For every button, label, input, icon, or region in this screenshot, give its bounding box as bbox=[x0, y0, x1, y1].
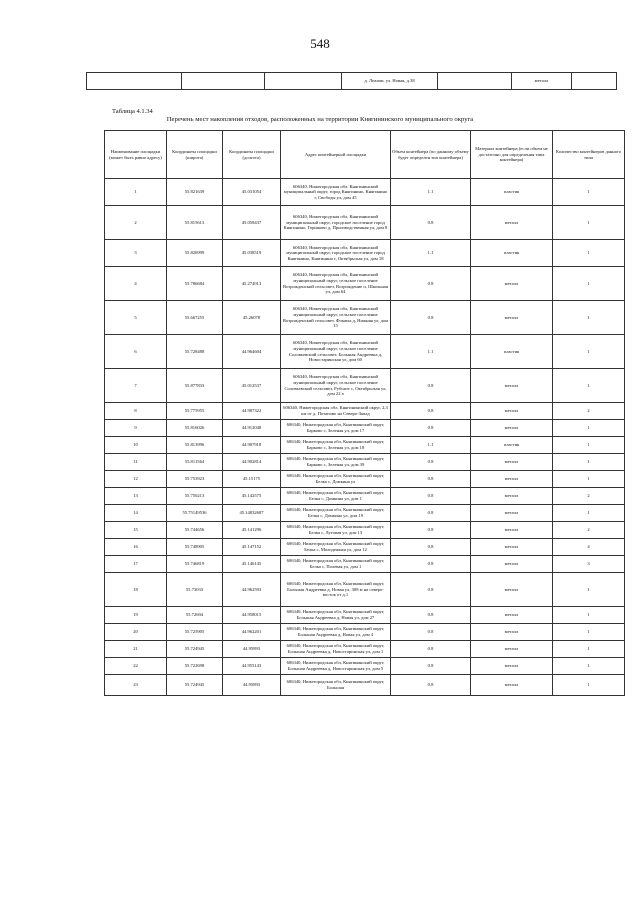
latitude-cell: 55.821639 bbox=[167, 179, 223, 206]
address-cell: 606340, Нижегородская обл, Княгининский муниципальный округ, городское поселение город Княгинино, Княгинино г, Октябрьская ул, дом 18 bbox=[281, 240, 391, 267]
table-label: Таблица 4.1.34 bbox=[112, 108, 153, 115]
site-name-cell: 8 bbox=[105, 403, 167, 420]
longitude-cell: 44.95893 bbox=[223, 641, 281, 658]
address-cell: 606340, Нижегородская обл, Княгининский округ, 2,3 км от д. Потапово на Северо-Запад bbox=[281, 403, 391, 420]
material-cell: пластик bbox=[471, 335, 553, 369]
quantity-cell: 1 bbox=[553, 301, 625, 335]
longitude-cell: 44.962201 bbox=[223, 624, 281, 641]
quantity-cell: 1 bbox=[553, 454, 625, 471]
address-cell: 606340, Нижегородская обл, Княгининский округ, Большая Андреевка д, Новая ул, 308 м на северо-восток от д.1 bbox=[281, 573, 391, 607]
address-cell: д. Лихачи, ул. Новая, д.38 bbox=[342, 73, 438, 90]
material-cell: металл bbox=[471, 675, 553, 696]
longitude-cell: 44.958015 bbox=[223, 607, 281, 624]
quantity-cell: 1 bbox=[553, 240, 625, 267]
quantity-cell: 1 bbox=[553, 179, 625, 206]
material-cell: металл bbox=[471, 624, 553, 641]
quantity-cell: 1 bbox=[553, 471, 625, 488]
material-cell: пластик bbox=[471, 240, 553, 267]
address-cell: 606340, Нижегородская обл, Княгининский муниципальный округ, сельское поселение Соловьевский сельсовет, Рубское с, Октябрьская ул, дом 22 а bbox=[281, 369, 391, 403]
material-cell: металл bbox=[471, 403, 553, 420]
table-row bbox=[105, 301, 625, 335]
longitude-cell: 44.95893 bbox=[223, 675, 281, 696]
volume-cell: 0.8 bbox=[391, 488, 471, 505]
column-header: Количество контейнеров данного типа bbox=[553, 131, 625, 179]
latitude-cell: 55.75149536 bbox=[167, 505, 223, 522]
volume-cell: 0.8 bbox=[391, 607, 471, 624]
quantity-cell: 1 bbox=[553, 505, 625, 522]
site-name-cell: 23 bbox=[105, 675, 167, 696]
latitude-cell: 55.746819 bbox=[167, 556, 223, 573]
volume-cell: 0.8 bbox=[391, 369, 471, 403]
quantity-cell: 1 bbox=[553, 267, 625, 301]
table-row bbox=[105, 403, 625, 420]
latitude-cell: 55.877833 bbox=[167, 369, 223, 403]
latitude-cell: 55.744656 bbox=[167, 522, 223, 539]
latitude-cell: 55.72694 bbox=[167, 607, 223, 624]
material-cell: металл bbox=[471, 369, 553, 403]
table-row bbox=[105, 675, 625, 696]
volume-cell: 0.8 bbox=[391, 471, 471, 488]
quantity-cell: 1 bbox=[553, 437, 625, 454]
table-row bbox=[105, 573, 625, 607]
quantity-cell: 2 bbox=[553, 488, 625, 505]
longitude-cell: 44.987322 bbox=[223, 403, 281, 420]
longitude-cell: 45.15175 bbox=[223, 471, 281, 488]
quantity-cell: 4 bbox=[553, 539, 625, 556]
latitude-cell: 55.728488 bbox=[167, 335, 223, 369]
quantity-cell: 1 bbox=[553, 607, 625, 624]
site-name-cell: 3 bbox=[105, 240, 167, 267]
table-row bbox=[87, 73, 617, 90]
table-title: Перечень мест накопления отходов, расположенных на территории Княгининского муниципального округа bbox=[166, 116, 474, 123]
latitude-cell: 55.811564 bbox=[167, 454, 223, 471]
address-cell: 606340, Нижегородская обл, Княгининский округ, Барково с, Зеленая ул, дом 17 bbox=[281, 420, 391, 437]
volume-cell: 0.8 bbox=[391, 301, 471, 335]
longitude-cell: 44.962593 bbox=[223, 573, 281, 607]
address-cell: 606340, Нижегородская обл, Княгининский округ, Белка с, Молодежная ул, дом 12 bbox=[281, 539, 391, 556]
address-cell: 606340, Нижегородская обл, Княгининский муниципальный округ, городское поселение город Княгинино, Горшково д, Производственная ул, дом 8 bbox=[281, 206, 391, 240]
volume-cell: 0.8 bbox=[391, 658, 471, 675]
table-row bbox=[105, 437, 625, 454]
site-name-cell: 16 bbox=[105, 539, 167, 556]
quantity-cell: 1 bbox=[553, 641, 625, 658]
material-cell: металл bbox=[471, 206, 553, 240]
address-cell: 606340, Нижегородская обл, Княгининский округ, Большая Андреевка д, Новая ул, дом 4 bbox=[281, 624, 391, 641]
column-header: Материал контейнера (если объем не достаточно для определения типа контейнера) bbox=[471, 131, 553, 179]
latitude-cell: 55.748905 bbox=[167, 539, 223, 556]
longitude-cell: 45.14832687 bbox=[223, 505, 281, 522]
column-header: Наименование площадки (может быть равно адресу) bbox=[105, 131, 167, 179]
site-name-cell: 22 bbox=[105, 658, 167, 675]
quantity-cell: 2 bbox=[553, 403, 625, 420]
longitude-cell: 44.955143 bbox=[223, 658, 281, 675]
quantity-cell: 1 bbox=[553, 420, 625, 437]
site-name-cell: 18 bbox=[105, 573, 167, 607]
table-row bbox=[105, 179, 625, 206]
table-row bbox=[105, 369, 625, 403]
page-number: 548 bbox=[310, 36, 330, 51]
address-cell: 606340, Нижегородская обл, Княгининский округ, Белка с, Домкина ул bbox=[281, 471, 391, 488]
volume-cell: 1.1 bbox=[391, 179, 471, 206]
address-cell: 606340, Нижегородская обл, Княгининский округ, Белка с, Домкина ул, дом 1 bbox=[281, 488, 391, 505]
address-cell: 606340, Нижегородская обл, Княгининский муниципальный округ, город Княгинино, Княгинино г, Свободы ул, дом 45 bbox=[281, 179, 391, 206]
material-cell: металл bbox=[471, 488, 553, 505]
material-cell: металл bbox=[471, 454, 553, 471]
quantity-cell: 1 bbox=[553, 675, 625, 696]
site-name-cell: 5 bbox=[105, 301, 167, 335]
material-cell: металл bbox=[471, 420, 553, 437]
table-row bbox=[105, 206, 625, 240]
site-name-cell: 1 bbox=[105, 179, 167, 206]
volume-cell: 0.8 bbox=[391, 573, 471, 607]
volume-cell: 0.8 bbox=[391, 539, 471, 556]
latitude-cell: 55.753923 bbox=[167, 471, 223, 488]
address-cell: 606340, Нижегородская обл, Княгининский муниципальный округ, сельское поселение Возрожденский сельсовет, Возрождение п, Школьная ул, дом 64 bbox=[281, 267, 391, 301]
site-name-cell: 21 bbox=[105, 641, 167, 658]
volume-cell: 0.8 bbox=[391, 267, 471, 301]
longitude-cell: 45.012537 bbox=[223, 369, 281, 403]
material-cell: пластик bbox=[471, 437, 553, 454]
column-header: Координаты площадки (долгота) bbox=[223, 131, 281, 179]
address-cell: 606340, Нижегородская обл, Княгининский муниципальный округ, сельское поселение Соловьевский сельсовет, Большая Андреевка д, Новостаринская ул, дом 60 bbox=[281, 335, 391, 369]
longitude-cell: 44.902814 bbox=[223, 454, 281, 471]
quantity-cell: 1 bbox=[553, 206, 625, 240]
site-name-cell: 4 bbox=[105, 267, 167, 301]
latitude-cell: 55.725905 bbox=[167, 624, 223, 641]
longitude-cell: 45.141296 bbox=[223, 522, 281, 539]
table-row bbox=[105, 556, 625, 573]
longitude-cell: 45.142575 bbox=[223, 488, 281, 505]
longitude-cell: 44.964604 bbox=[223, 335, 281, 369]
volume-cell: 0.8 bbox=[391, 505, 471, 522]
volume-cell: 0.8 bbox=[391, 522, 471, 539]
address-cell: 606340, Нижегородская обл, Княгининский округ, Белка с, Луговая ул, дом 13 bbox=[281, 522, 391, 539]
table-row bbox=[105, 454, 625, 471]
table-row bbox=[105, 505, 625, 522]
waste-sites-table bbox=[104, 130, 625, 696]
volume-cell: 0.8 bbox=[391, 420, 471, 437]
material-cell: пластик bbox=[471, 179, 553, 206]
longitude-cell: 44.912048 bbox=[223, 420, 281, 437]
volume-cell: 0.8 bbox=[391, 675, 471, 696]
volume-cell: 0.8 bbox=[391, 624, 471, 641]
site-name-cell: 15 bbox=[105, 522, 167, 539]
latitude-cell: 55.722698 bbox=[167, 658, 223, 675]
latitude-cell: 55.667255 bbox=[167, 301, 223, 335]
table-row bbox=[105, 624, 625, 641]
table-row bbox=[105, 488, 625, 505]
material-cell: металл bbox=[512, 73, 572, 90]
longitude-cell: 45.147152 bbox=[223, 539, 281, 556]
quantity-cell: 3 bbox=[553, 556, 625, 573]
material-cell: металл bbox=[471, 522, 553, 539]
table-row bbox=[105, 335, 625, 369]
table-row bbox=[105, 539, 625, 556]
longitude-cell: 44.907918 bbox=[223, 437, 281, 454]
address-cell: 606340, Нижегородская обл, Княгининский округ, Большая Андреевка д, Новостаринская ул, дом 1 bbox=[281, 641, 391, 658]
longitude-cell: 45.031054 bbox=[223, 179, 281, 206]
volume-cell: 0.8 bbox=[391, 403, 471, 420]
address-cell: 606340, Нижегородская обл, Княгининский округ, Барково с, Зеленая ул, дом 39 bbox=[281, 454, 391, 471]
volume-cell: 1.1 bbox=[391, 437, 471, 454]
latitude-cell: 55.73033 bbox=[167, 573, 223, 607]
latitude-cell: 55.815613 bbox=[167, 206, 223, 240]
previous-table-tail bbox=[86, 72, 617, 90]
address-cell: 606340, Нижегородская обл, Княгининский округ, Большая Андреевка д, Новостаринская ул, дом 5 bbox=[281, 658, 391, 675]
table-row bbox=[105, 267, 625, 301]
latitude-cell: 55.813996 bbox=[167, 437, 223, 454]
site-name-cell: 19 bbox=[105, 607, 167, 624]
table-row bbox=[105, 420, 625, 437]
latitude-cell: 55.750213 bbox=[167, 488, 223, 505]
latitude-cell: 55.826999 bbox=[167, 240, 223, 267]
table-row bbox=[105, 641, 625, 658]
quantity-cell: 2 bbox=[553, 522, 625, 539]
longitude-cell: 45.058437 bbox=[223, 206, 281, 240]
address-cell: 606340, Нижегородская обл, Княгининский муниципальный округ, сельское поселение Возрожденский сельсовет, Фомиха д, Нижняя ул, дом 15 bbox=[281, 301, 391, 335]
quantity-cell: 1 bbox=[553, 624, 625, 641]
material-cell: металл bbox=[471, 607, 553, 624]
latitude-cell: 55.724945 bbox=[167, 675, 223, 696]
site-name-cell: 13 bbox=[105, 488, 167, 505]
table-row bbox=[105, 471, 625, 488]
address-cell: 606340, Нижегородская обл, Княгининский округ, Белка с, Полевая ул, дом 1 bbox=[281, 556, 391, 573]
material-cell: металл bbox=[471, 267, 553, 301]
latitude-cell: 55.816026 bbox=[167, 420, 223, 437]
column-header: Адрес контейнерной площадки bbox=[281, 131, 391, 179]
volume-cell: 0.8 bbox=[391, 641, 471, 658]
table-row bbox=[105, 607, 625, 624]
site-name-cell: 2 bbox=[105, 206, 167, 240]
material-cell: металл bbox=[471, 658, 553, 675]
column-header: Объем контейнера (по данному объему будет определен тип контейнера) bbox=[391, 131, 471, 179]
site-name-cell: 20 bbox=[105, 624, 167, 641]
quantity-cell: 1 bbox=[553, 335, 625, 369]
table-row bbox=[105, 522, 625, 539]
table-row bbox=[105, 658, 625, 675]
longitude-cell: 45.274913 bbox=[223, 267, 281, 301]
site-name-cell: 10 bbox=[105, 437, 167, 454]
quantity-cell: 1 bbox=[553, 658, 625, 675]
latitude-cell: 55.775955 bbox=[167, 403, 223, 420]
site-name-cell: 11 bbox=[105, 454, 167, 471]
latitude-cell: 55.786684 bbox=[167, 267, 223, 301]
volume-cell: 1.1 bbox=[391, 240, 471, 267]
volume-cell: 0.8 bbox=[391, 454, 471, 471]
material-cell: металл bbox=[471, 556, 553, 573]
material-cell: металл bbox=[471, 471, 553, 488]
material-cell: металл bbox=[471, 539, 553, 556]
longitude-cell: 45.038519 bbox=[223, 240, 281, 267]
site-name-cell: 9 bbox=[105, 420, 167, 437]
address-cell: 606340, Нижегородская обл, Княгининский округ, Белка с, Домкина ул, дом 19 bbox=[281, 505, 391, 522]
material-cell: металл bbox=[471, 641, 553, 658]
table-row bbox=[105, 240, 625, 267]
site-name-cell: 14 bbox=[105, 505, 167, 522]
volume-cell: 0.8 bbox=[391, 556, 471, 573]
address-cell: 606340, Нижегородская обл, Княгининский округ, Большая bbox=[281, 675, 391, 696]
quantity-cell: 1 bbox=[553, 369, 625, 403]
longitude-cell: 45.146145 bbox=[223, 556, 281, 573]
header-row bbox=[105, 131, 625, 179]
site-name-cell: 17 bbox=[105, 556, 167, 573]
material-cell: металл bbox=[471, 573, 553, 607]
volume-cell: 0.8 bbox=[391, 206, 471, 240]
site-name-cell: 7 bbox=[105, 369, 167, 403]
latitude-cell: 55.724945 bbox=[167, 641, 223, 658]
site-name-cell: 12 bbox=[105, 471, 167, 488]
table-body bbox=[105, 179, 625, 696]
column-header: Координаты площадки (широта) bbox=[167, 131, 223, 179]
address-cell: 606340, Нижегородская обл, Княгининский округ, Большая Андреевка д, Новая ул, дом 27 bbox=[281, 607, 391, 624]
quantity-cell: 1 bbox=[553, 573, 625, 607]
material-cell: металл bbox=[471, 301, 553, 335]
longitude-cell: 45.26078 bbox=[223, 301, 281, 335]
volume-cell: 1.1 bbox=[391, 335, 471, 369]
address-cell: 606340, Нижегородская обл, Княгининский округ, Барково с, Зеленая ул, дом 18 bbox=[281, 437, 391, 454]
material-cell: металл bbox=[471, 505, 553, 522]
site-name-cell: 6 bbox=[105, 335, 167, 369]
